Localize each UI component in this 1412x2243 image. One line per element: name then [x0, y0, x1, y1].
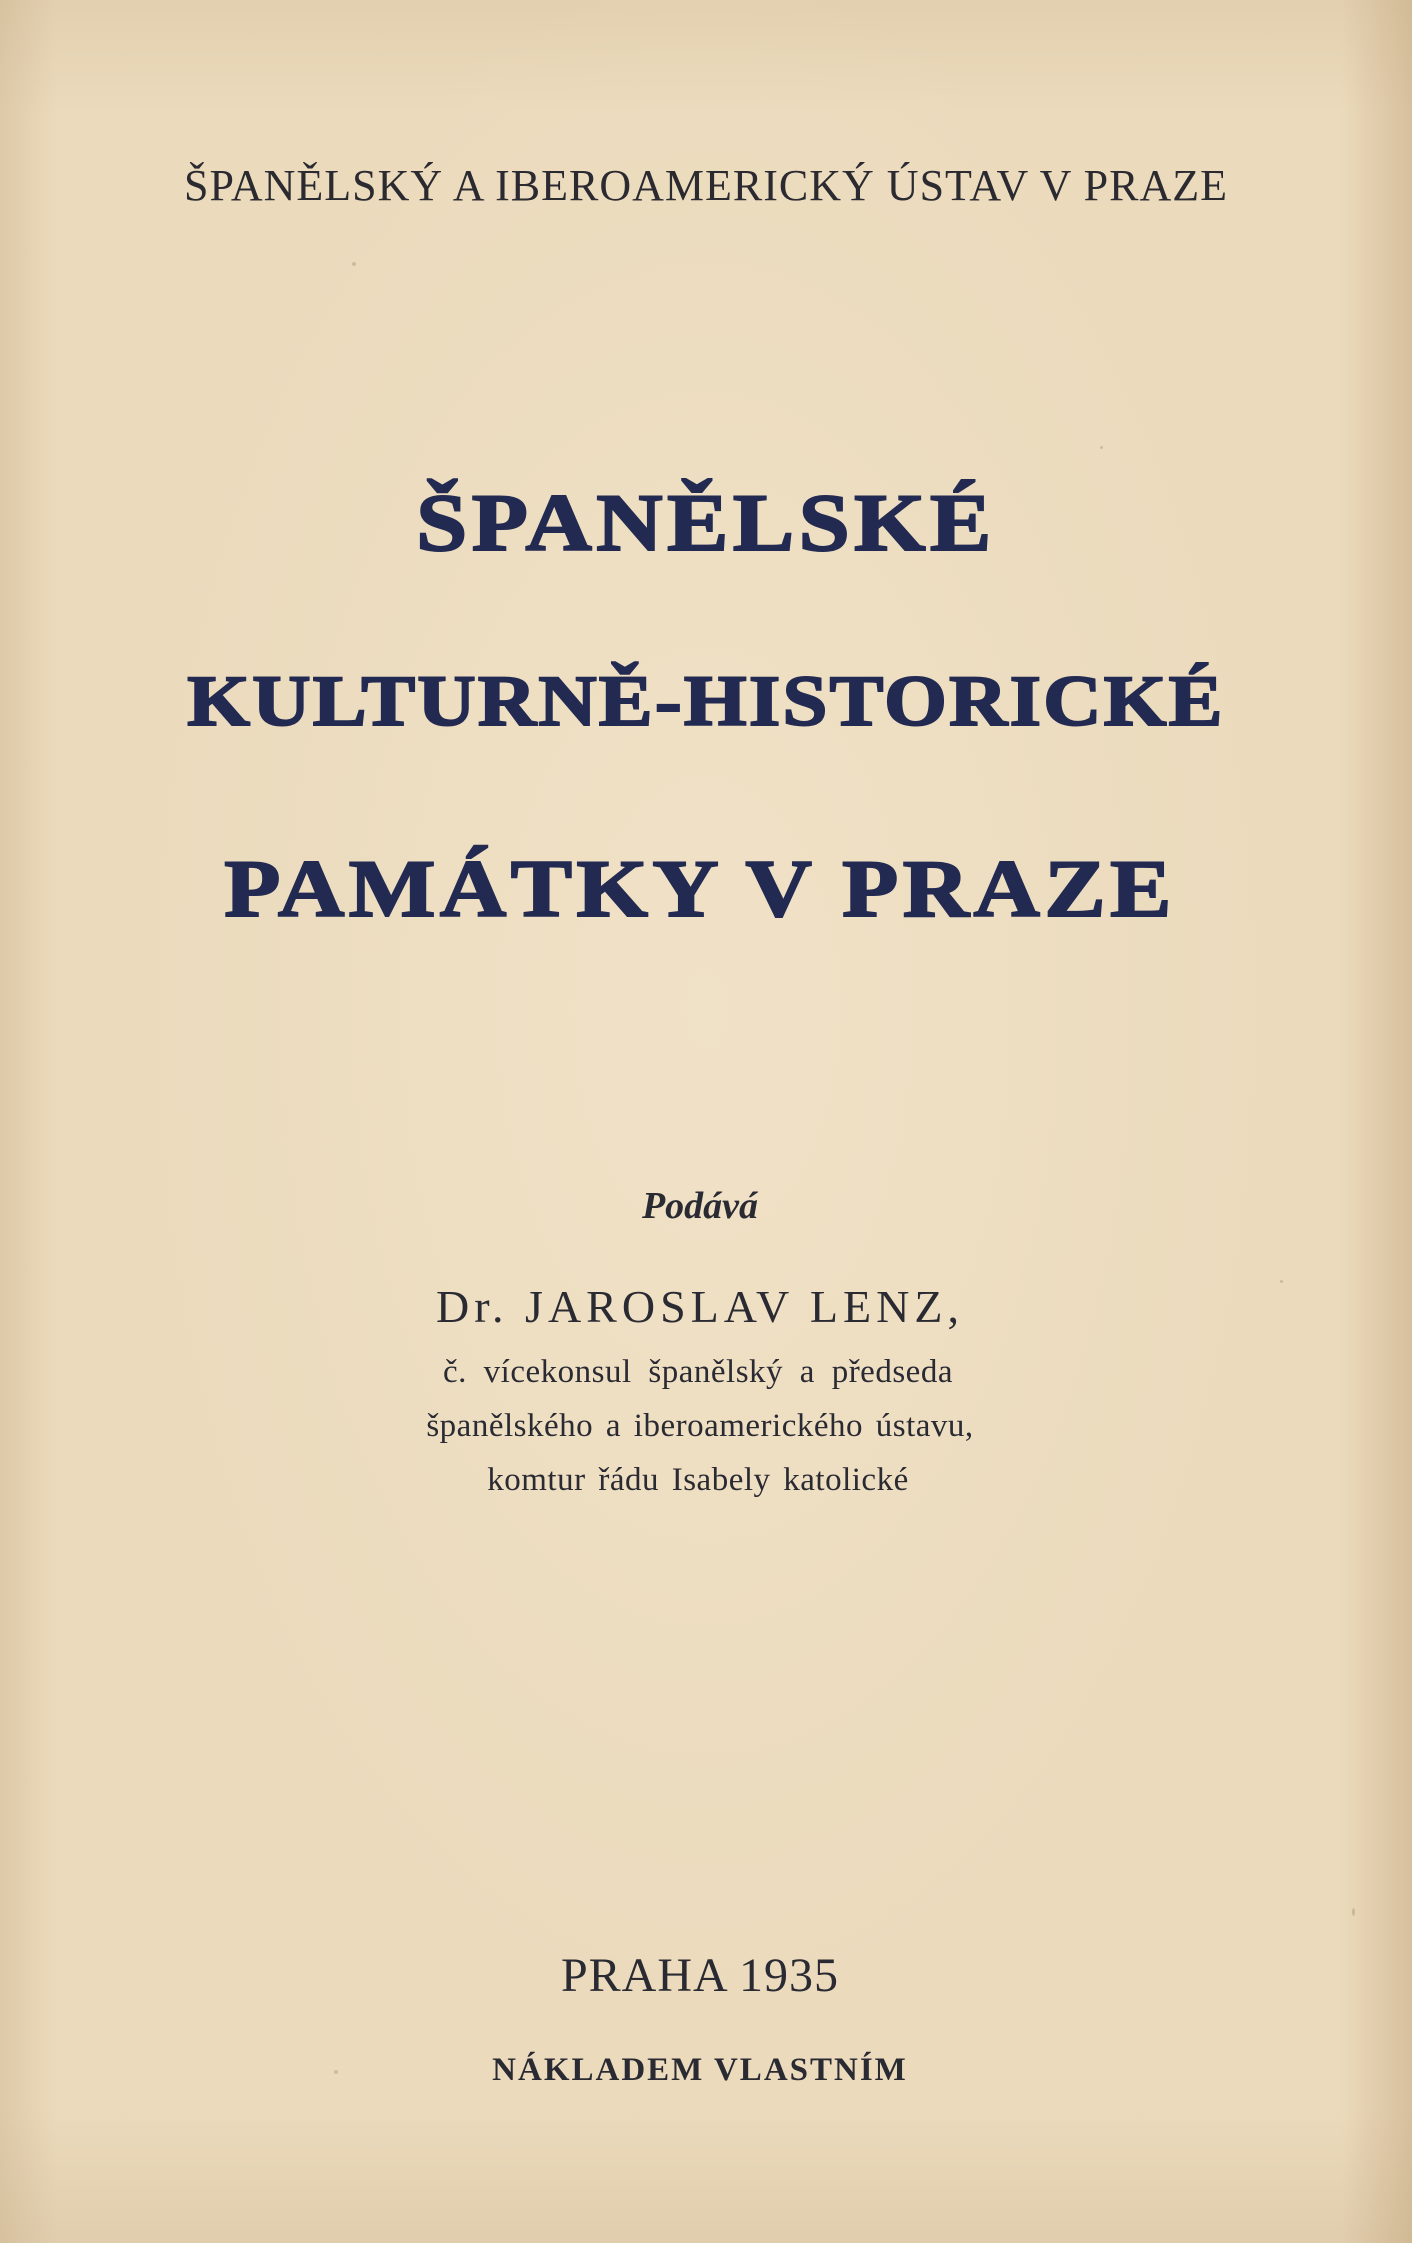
paper-speck — [1352, 1908, 1355, 1916]
imprint-publisher: NÁKLADEM VLASTNÍM — [492, 2052, 908, 2088]
author-description-line-3: komtur řádu Isabely katolické — [487, 1462, 909, 1498]
imprint-city-year: PRAHA 1935 — [560, 1949, 840, 2002]
book-title-line-1: ŠPANĚLSKÉ — [416, 477, 996, 568]
author-description-line-1: č. vícekonsul španělský a předseda — [443, 1354, 953, 1390]
institute-heading: ŠPANĚLSKÝ A IBEROAMERICKÝ ÚSTAV V PRAZE — [183, 161, 1229, 210]
presented-by-label: Podává — [641, 1185, 759, 1227]
paper-speck — [1100, 446, 1103, 449]
paper-speck — [352, 262, 356, 266]
author-description-line-2: španělského a iberoamerického ústavu, — [426, 1408, 974, 1444]
author-name: Dr. JAROSLAV LENZ, — [436, 1281, 964, 1332]
book-title-line-3: PAMÁTKY V PRAZE — [224, 843, 1176, 934]
book-title-line-2: KULTURNĚ-HISTORICKÉ — [187, 661, 1225, 741]
